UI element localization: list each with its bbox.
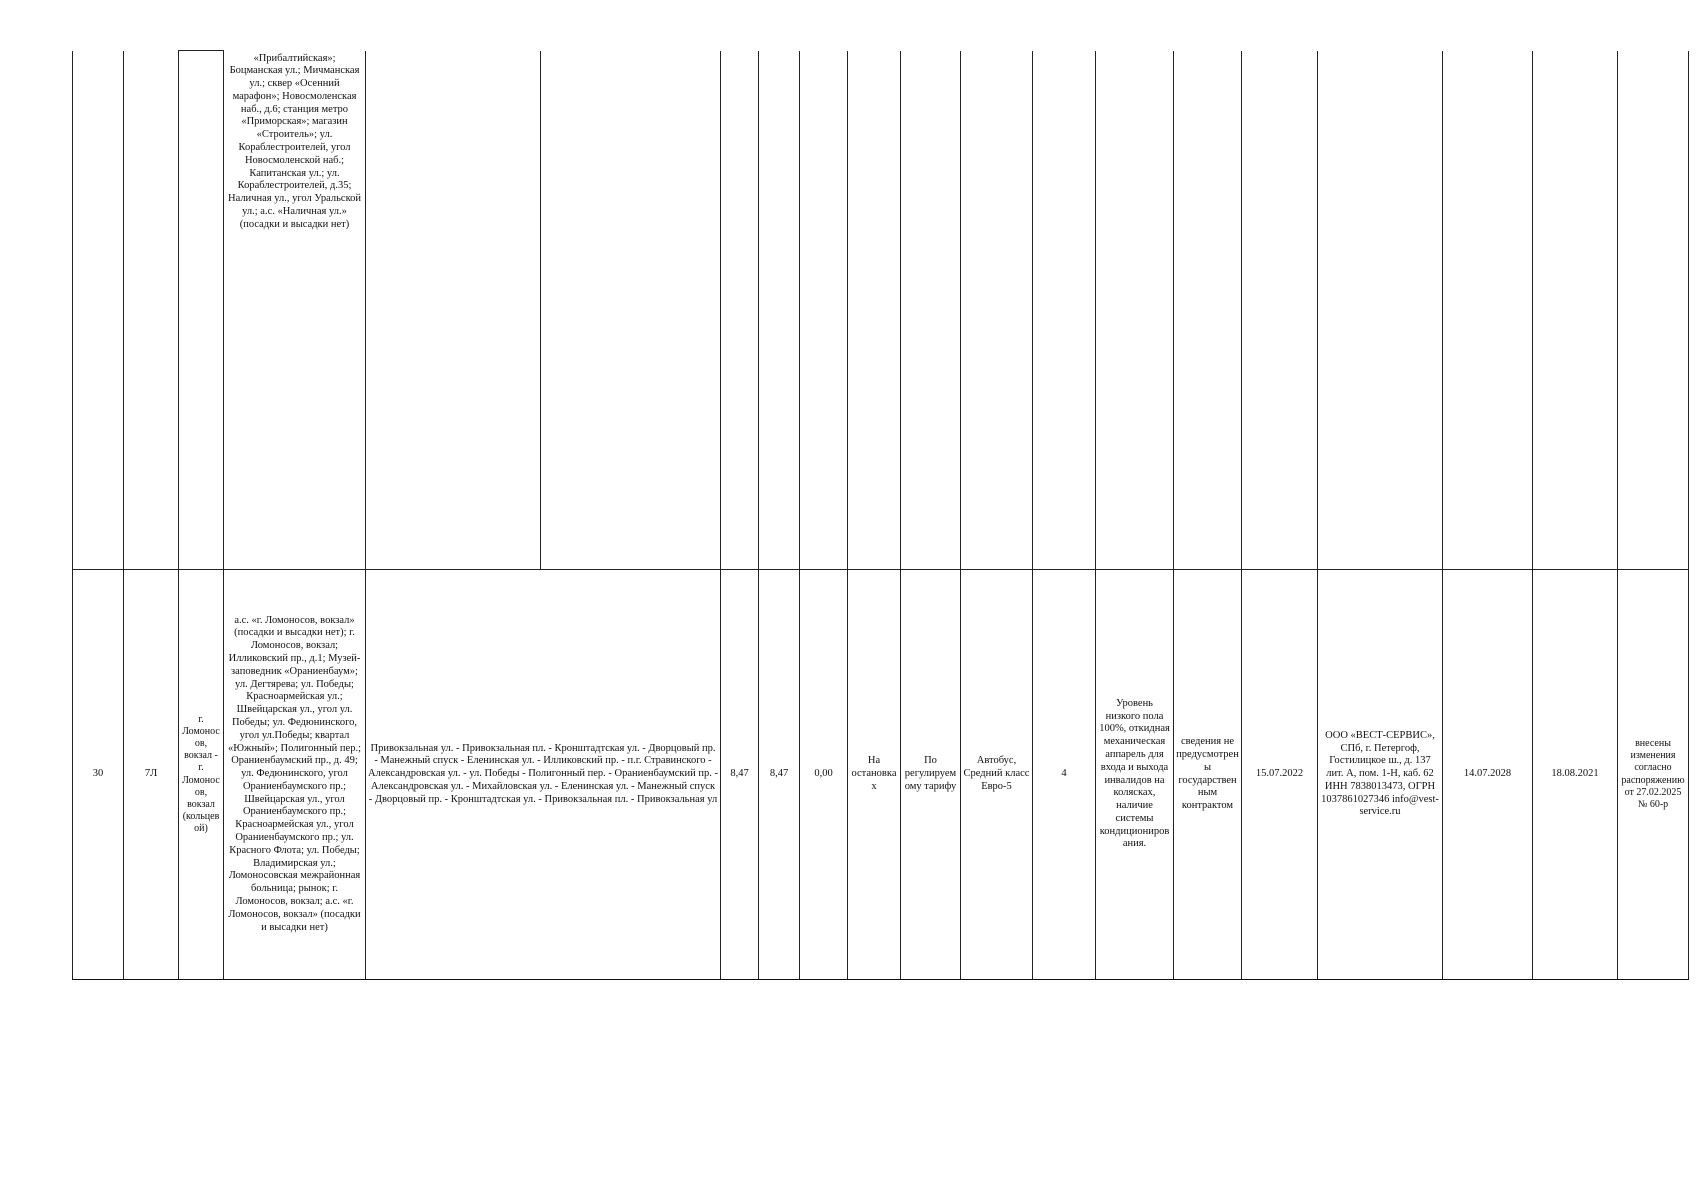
cell-contract-continued [1174, 51, 1242, 570]
cell-stops: а.с. «г. Ломоносов, вокзал» (посадки и высадки нет); г. Ломоносов, вокзал; Илликовский пр., д.1; Музей-заповедник «Ораниенбаум»; ул. Дегтярева; ул. Победы; Красноармейская ул.; Швейцарская ул., угол ул. Победы; ул. Федюнинского, угол ул.Победы; квартал «Южный»; Полигонный пер.; Ораниенбаумский пр., д. 49; ул. Федюнинского, угол Ораниенбаумского пр.; Швейцарская ул., угол Ораниенбаумского пр.; Красноармейская ул., угол Ораниенбаумского пр.; ул. Красного Флота; ул. Победы; Владимирская ул.; Ломоносовская межрайонная больница; рынок; г. Ломоносов, вокзал; а.с. «г. Ломоносов, вокзал» (посадки и высадки нет) [224, 570, 366, 980]
table-row [73, 570, 1689, 980]
cell-stops-continued: «Прибалтийская»; Боцманская ул.; Мичманская ул.; сквер «Осенний марафон»; Новосмоленская наб., д.6; станция метро «Приморская»; магазин «Строитель»; ул. Кораблестроителей, угол Новосмоленской наб.; Капитанская ул.; ул. Кораблестроителей, д.35; Наличная ул., угол Уральской ул.; а.с. «Наличная ул.» (посадки и высадки нет) [224, 51, 366, 570]
cell-carrier: ООО «ВЕСТ-СЕРВИС», СПб, г. Петергоф, Гостилицкое ш., д. 137 лит. А, пом. 1-Н, каб. 62 ИНН 7838013473, ОГРН 1037861027346 info@vest-service.ru [1318, 570, 1443, 980]
cell-vehicle-count: 4 [1033, 570, 1096, 980]
cell-length-backward: 8,47 [759, 570, 800, 980]
cell-contract-info: сведения не предусмотрены государственным контрактом [1174, 570, 1242, 980]
cell-vehicle-continued [961, 51, 1033, 570]
cell-route-name-continued [179, 51, 224, 570]
cell-characteristics: Уровень низкого пола 100%, откидная механическая аппарель для входа и выхода инвалидов на колясках, наличие системы кондиционирования. [1096, 570, 1174, 980]
cell-length-backward-continued [759, 51, 800, 570]
cell-note-continued [1618, 51, 1689, 570]
cell-note: внесены изменения согласно распоряжению от 27.02.2025 № 60-р [1618, 570, 1689, 980]
cell-path: Привокзальная ул. - Привокзальная пл. - Кронштадтская ул. - Дворцовый пр. - Манежный спуск - Еленинская ул. - Илликовский пр. - п.г. Стравинского - Александровская ул. - ул. Победы - Полигонный пер. - Ораниенбаумский пр. - Александровская ул. - Михайловская ул. - Еленинская ул. - Манежный спуск - Дворцовый пр. - Кронштадтская ул. - Привокзальная пл. - Привокзальная ул [366, 570, 721, 980]
cell-number: 30 [73, 570, 124, 980]
cell-end-date-continued [1443, 51, 1533, 570]
cell-end-date: 14.07.2028 [1443, 570, 1533, 980]
cell-characteristics-continued [1096, 51, 1174, 570]
cell-path-continued-a [366, 51, 541, 570]
cell-stop-order: На остановках [848, 570, 901, 980]
cell-route-number: 7Л [124, 570, 179, 980]
cell-change-date-continued [1533, 51, 1618, 570]
cell-length-extra: 0,00 [800, 570, 848, 980]
cell-tariff: По регулируемому тарифу [901, 570, 961, 980]
cell-vehicle: Автобус, Средний класс Евро-5 [961, 570, 1033, 980]
cell-length-forward-continued [721, 51, 759, 570]
route-registry-table [72, 50, 1689, 980]
cell-path-continued-b [541, 51, 721, 570]
cell-start-date-continued [1242, 51, 1318, 570]
cell-tariff-continued [901, 51, 961, 570]
cell-length-extra-continued [800, 51, 848, 570]
cell-carrier-continued [1318, 51, 1443, 570]
cell-number-continued [73, 51, 124, 570]
cell-length-forward: 8,47 [721, 570, 759, 980]
cell-route-number-continued [124, 51, 179, 570]
cell-route-name: г. Ломоносов, вокзал - г. Ломоносов, вокзал (кольцевой) [179, 570, 224, 980]
cell-stop-order-continued [848, 51, 901, 570]
cell-start-date: 15.07.2022 [1242, 570, 1318, 980]
cell-change-date: 18.08.2021 [1533, 570, 1618, 980]
table-row-continued [73, 51, 1689, 570]
cell-vehicle-count-continued [1033, 51, 1096, 570]
